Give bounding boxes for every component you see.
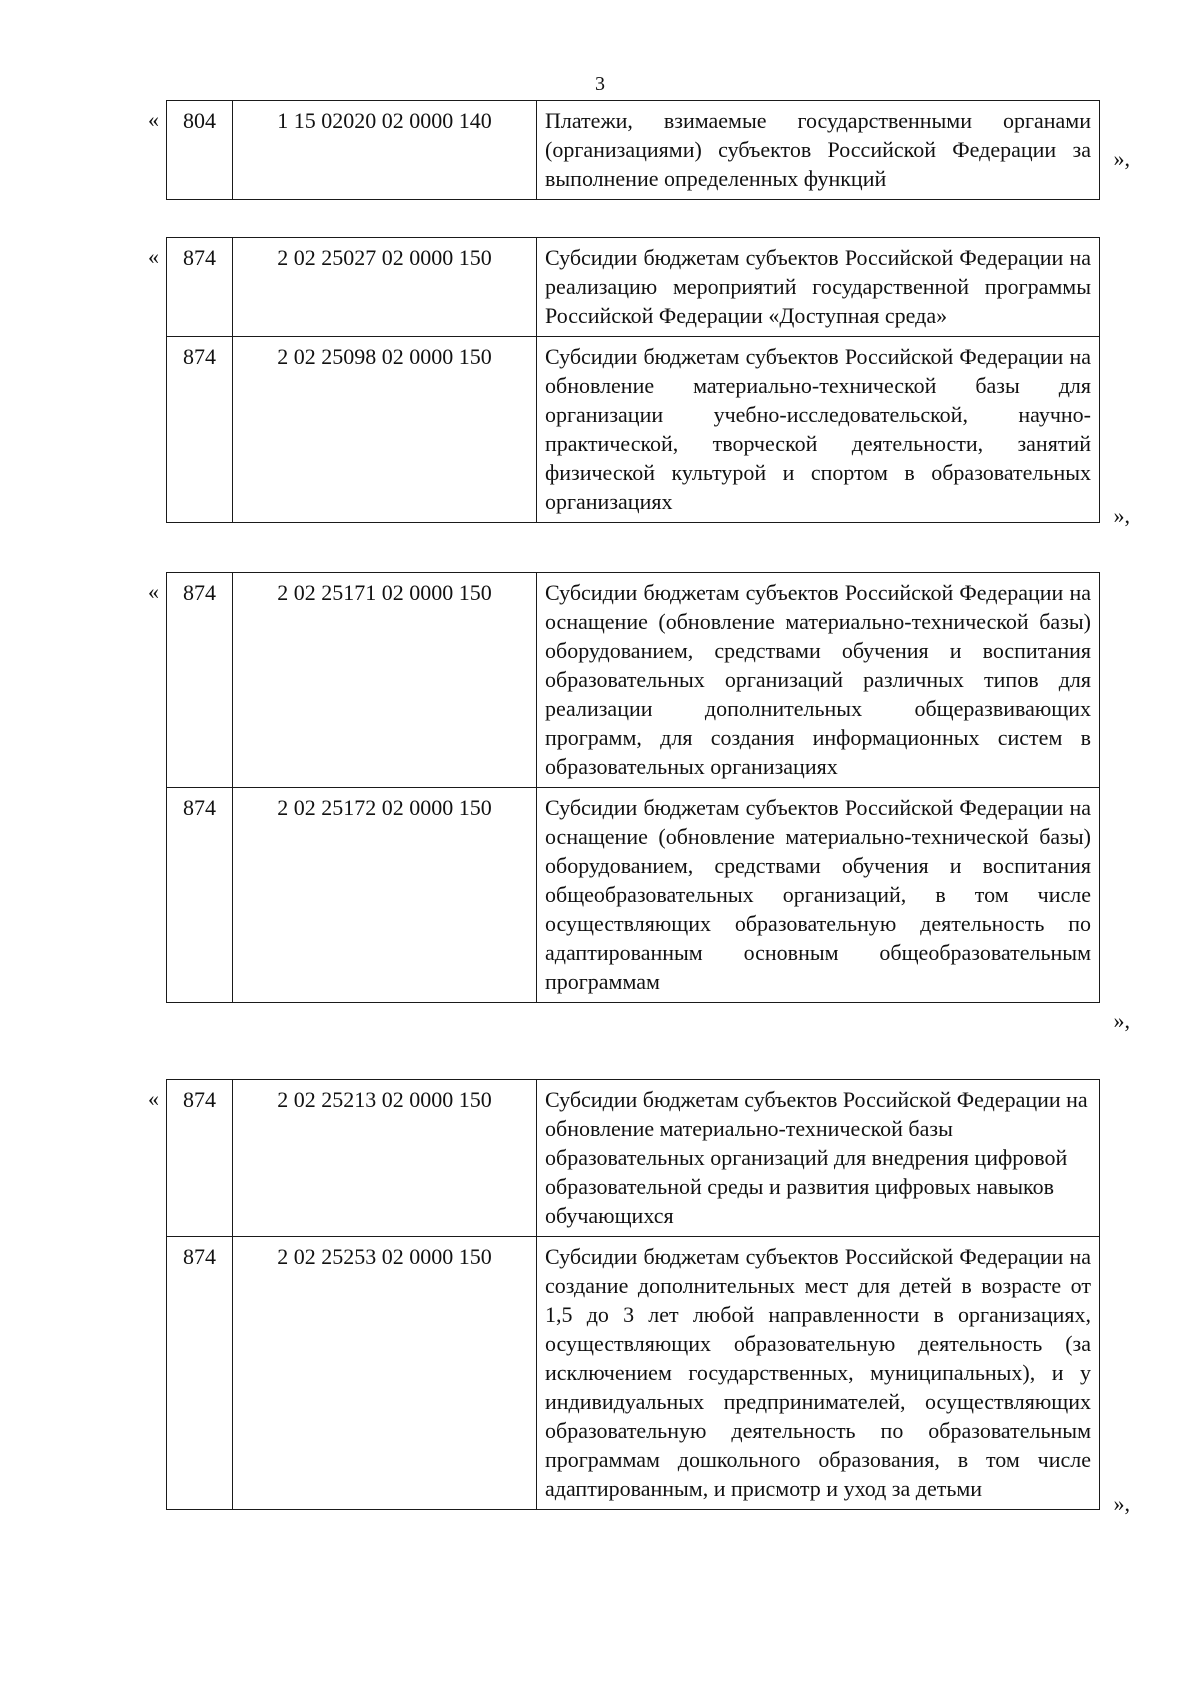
closing-quote: », (1113, 1008, 1130, 1033)
code-table (166, 572, 1100, 1003)
code-table-block-2 (148, 237, 1130, 528)
page-number: 3 (595, 73, 605, 95)
admin-code-cell: 874 (167, 788, 233, 1003)
opening-quote: « (148, 579, 159, 604)
code-table-block-4 (148, 1079, 1130, 1516)
budget-code-cell: 2 02 25253 02 0000 150 (233, 1237, 537, 1510)
table-row (167, 788, 1100, 1003)
description-cell: Платежи, взимаемые государственными органами (организациями) субъектов Российской Федерации за выполнение определенных функций (537, 101, 1100, 200)
opening-quote: « (148, 244, 159, 269)
table-row (167, 238, 1100, 337)
budget-code-cell: 2 02 25027 02 0000 150 (233, 238, 537, 337)
admin-code-cell: 874 (167, 1237, 233, 1510)
closing-quote: », (1113, 503, 1130, 528)
admin-code-cell: 874 (167, 238, 233, 337)
description-cell: Субсидии бюджетам субъектов Российской Федерации на создание дополнительных мест для детей в возрасте от 1,5 до 3 лет любой направленности в организациях, осуществляющих образовательную деятельность (за исключением государственных, муниципальных), и у индивидуальных предпринимателей, осуществляющих образовательную деятельность по образовательным программам дошкольного образования, в том числе адаптированным, и присмотр и уход за детьми (537, 1237, 1100, 1510)
description-cell: Субсидии бюджетам субъектов Российской Федерации на оснащение (обновление материально-технической базы) оборудованием, средствами обучения и воспитания общеобразовательных организаций, в том числе осуществляющих образовательную деятельность по адаптированным основным общеобразовательным программам (537, 788, 1100, 1003)
description-cell: Субсидии бюджетам субъектов Российской Федерации на реализацию мероприятий государственной программы Российской Федерации «Доступная среда» (537, 238, 1100, 337)
closing-quote: », (1113, 146, 1130, 171)
description-cell: Субсидии бюджетам субъектов Российской Федерации на оснащение (обновление материально-технической базы) оборудованием, средствами обучения и воспитания образовательных организаций различных типов для реализации дополнительных общеразвивающих программ, для создания информационных систем в образовательных организациях (537, 573, 1100, 788)
budget-code-cell: 1 15 02020 02 0000 140 (233, 101, 537, 200)
admin-code-cell: 874 (167, 1080, 233, 1237)
code-table (166, 100, 1100, 200)
code-table-block-3 (148, 572, 1130, 1033)
description-cell: Субсидии бюджетам субъектов Российской Федерации на обновление материально-технической базы образовательных организаций для внедрения цифровой образовательной среды и развития цифровых навыков обучающихся (537, 1080, 1100, 1237)
admin-code-cell: 874 (167, 337, 233, 523)
table-row (167, 1237, 1100, 1510)
table-row (167, 1080, 1100, 1237)
description-cell: Субсидии бюджетам субъектов Российской Федерации на обновление материально-технической базы для организации учебно-исследовательской, научно-практической, творческой деятельности, занятий физической культурой и спортом в образовательных организациях (537, 337, 1100, 523)
table-row (167, 573, 1100, 788)
table-row (167, 337, 1100, 523)
code-table (166, 1079, 1100, 1510)
budget-code-cell: 2 02 25213 02 0000 150 (233, 1080, 537, 1237)
closing-quote: », (1113, 1491, 1130, 1516)
budget-code-cell: 2 02 25098 02 0000 150 (233, 337, 537, 523)
code-table (166, 237, 1100, 523)
opening-quote: « (148, 107, 159, 132)
admin-code-cell: 874 (167, 573, 233, 788)
budget-code-cell: 2 02 25171 02 0000 150 (233, 573, 537, 788)
admin-code-cell: 804 (167, 101, 233, 200)
table-row (167, 101, 1100, 200)
budget-code-cell: 2 02 25172 02 0000 150 (233, 788, 537, 1003)
opening-quote: « (148, 1086, 159, 1111)
code-table-block-1 (148, 100, 1130, 200)
